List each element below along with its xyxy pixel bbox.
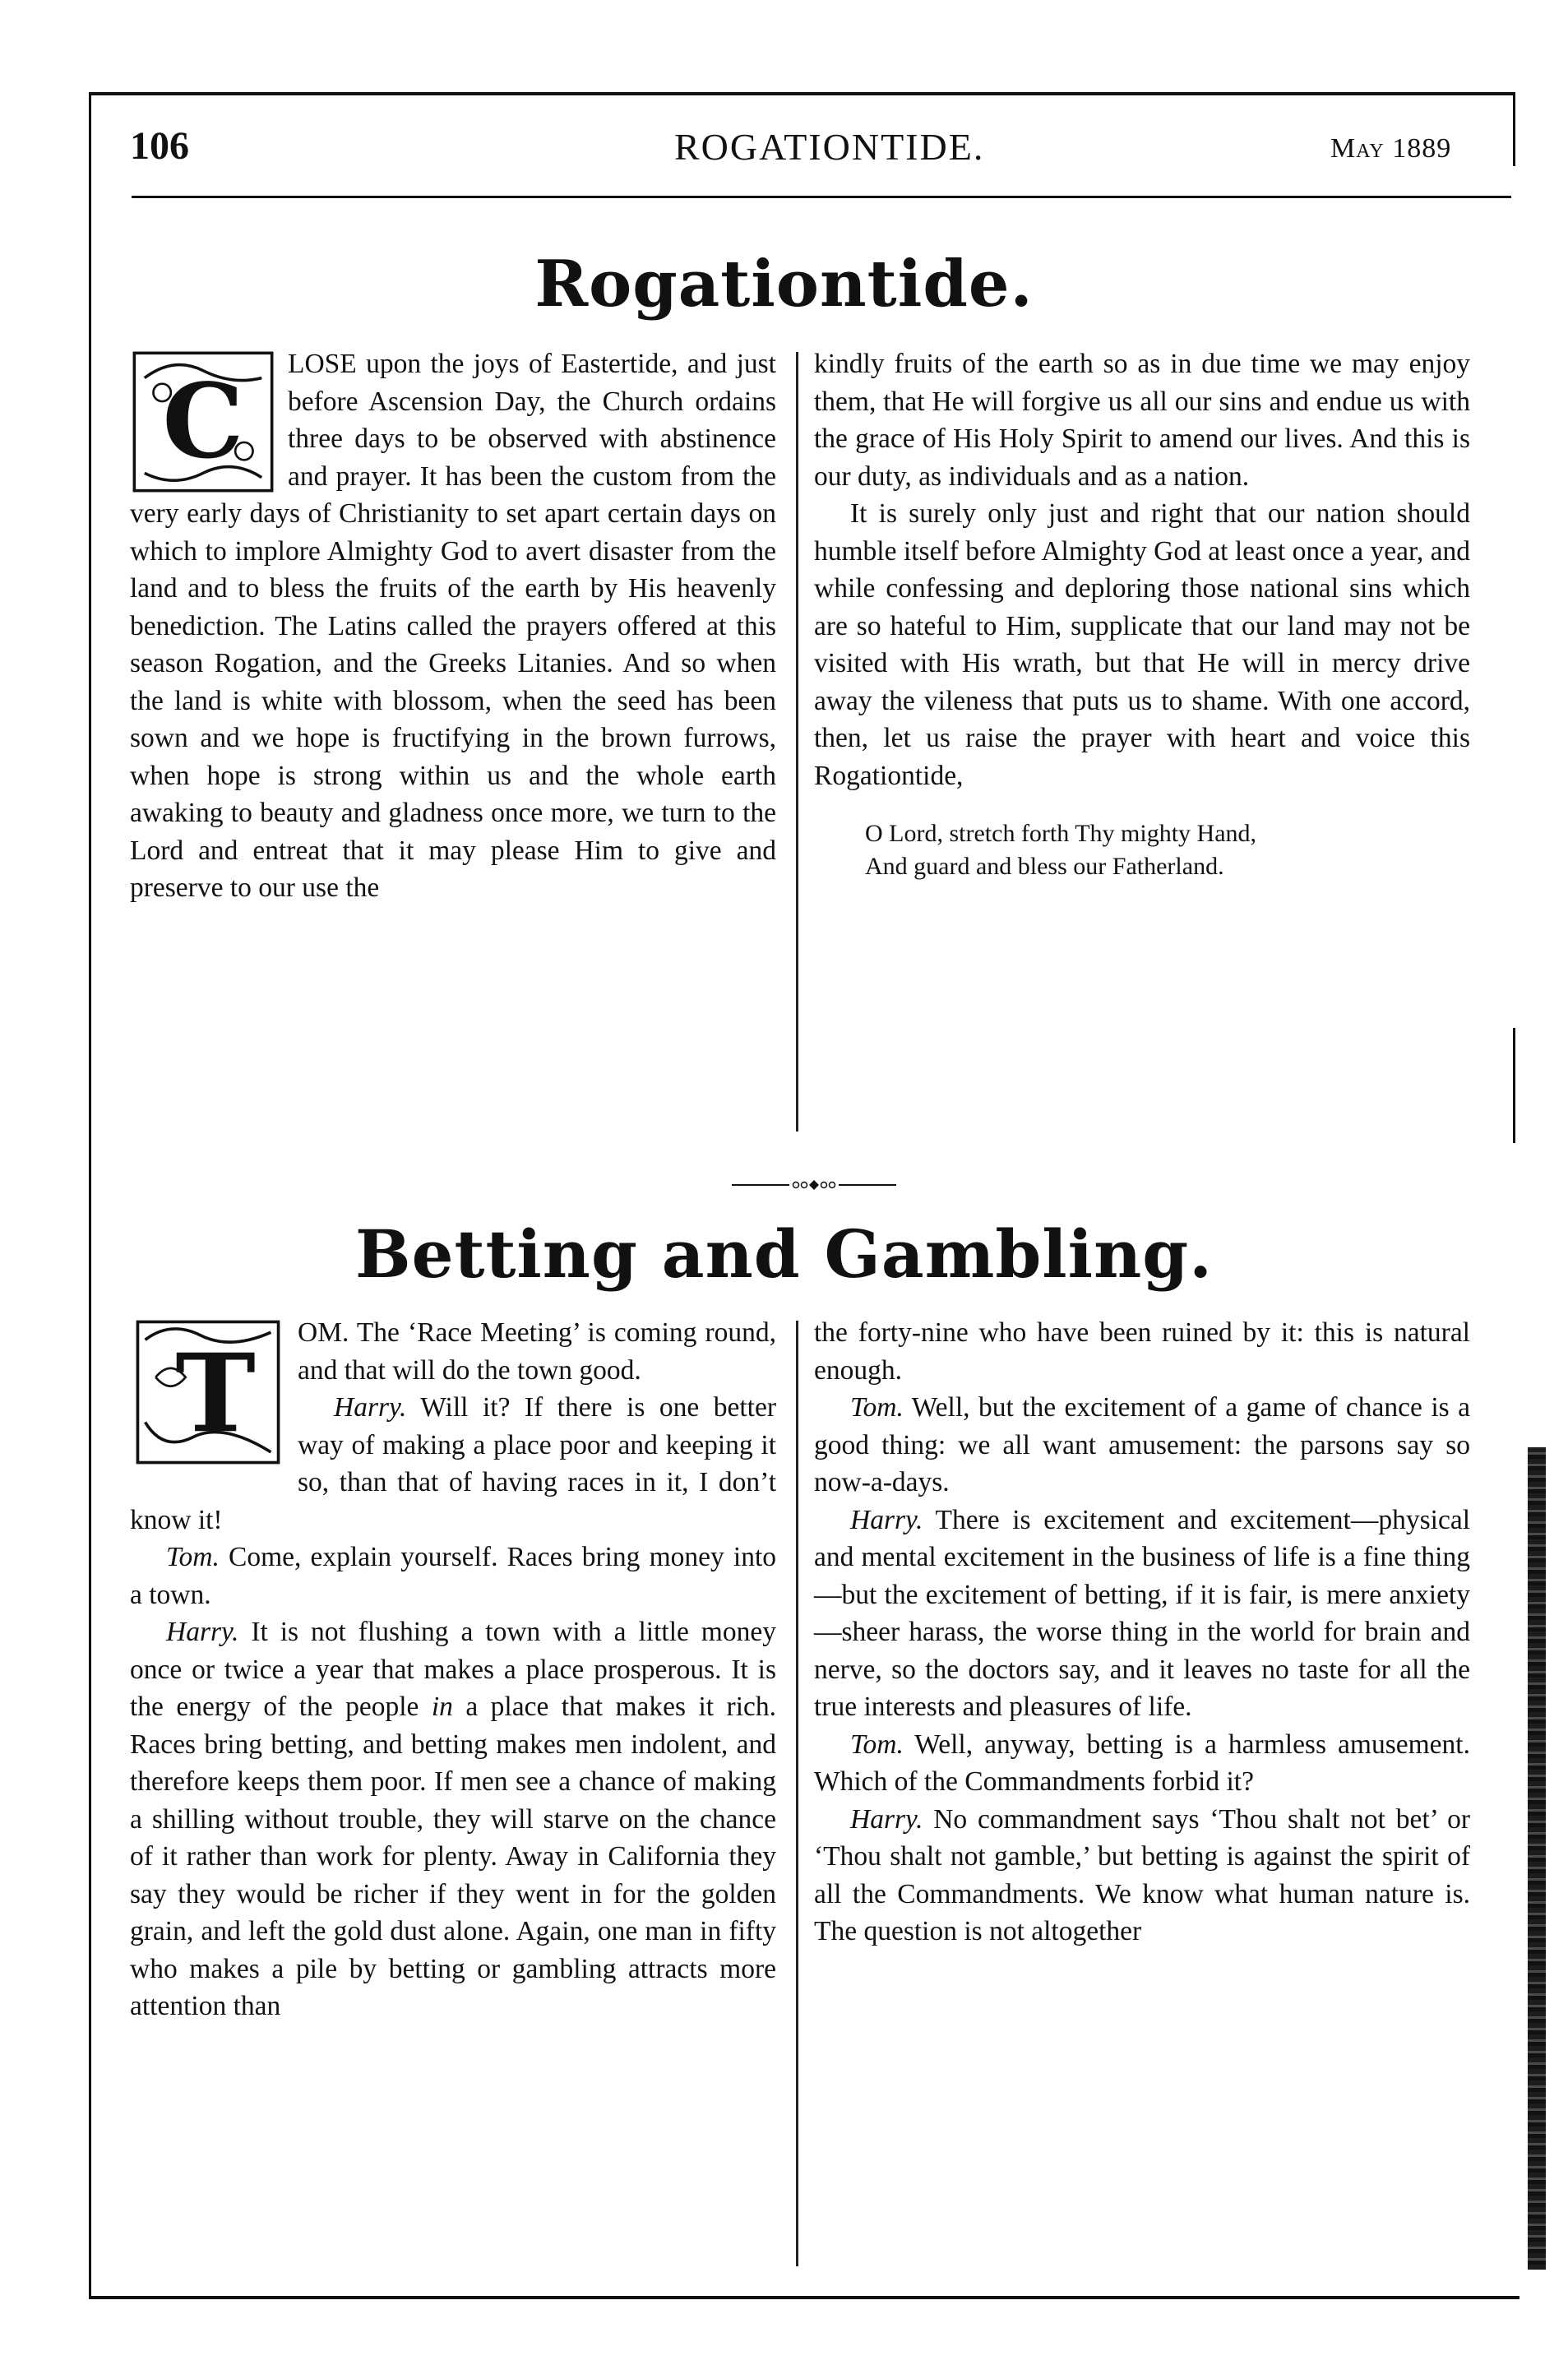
dialogue-paragraph [814, 1726, 1470, 1801]
article2-right-column [814, 1314, 1470, 1951]
article1-paragraph: kindly fruits of the earth so as in due time we may enjoy them, that He will forgive us all our sins and endue us with the grace of His Holy Spirit to amend our lives. And this is our duty, as individuals and as a nation. [814, 349, 1470, 492]
column-divider [796, 352, 798, 1132]
speaker-name: Harry. [850, 1803, 923, 1835]
page-number: 106 [130, 124, 189, 168]
article1-left-column [130, 345, 776, 907]
article2-left-column [130, 1314, 776, 2025]
dialogue-text: Well, but the excitement of a game of chance is a good thing: we all want amusement: the parsons say so now-a-days. [814, 1392, 1470, 1497]
page-edge-shadow [1528, 1447, 1546, 2270]
dialogue-paragraph: OM. The ‘Race Meeting’ is coming round, and that will do the town good. [298, 1317, 776, 1386]
svg-text:C: C [162, 361, 244, 482]
speaker-name: Tom. [166, 1542, 220, 1572]
dialogue-paragraph [814, 1502, 1470, 1726]
issue-date: May 1889 [1330, 133, 1452, 164]
frame-top-rule [89, 92, 1515, 95]
running-title: ROGATIONTIDE. [674, 126, 985, 168]
dialogue-text: a place that makes it rich. Races bring betting, and betting makes men indolent, and therefore keeps them poor. If men see a chance of making a shilling without trouble, they will starve on the chance of it rather than work for plenty. Away in California they say they would be richer if they went in for the golden grain, and left the gold dust alone. Again, one man in fifty who makes a pile by betting or gambling attracts more attention than [130, 1692, 777, 2021]
ornamental-initial-icon [130, 349, 276, 495]
dropcap-t-ornament [130, 1317, 286, 1467]
prayer-verse [865, 817, 1470, 883]
dialogue-text: Will it? If there is one better way of making a place poor and keeping it so, than that of having races in it, I don’t know it! [130, 1392, 776, 1535]
frame-right-rule [1513, 1028, 1515, 1143]
frame-left-rule [89, 92, 91, 2296]
dialogue-paragraph [130, 1613, 776, 2025]
article-title-betting-gambling: Betting and Gambling. [354, 1215, 1214, 1293]
article1-paragraph: It is surely only just and right that our nation should humble itself before Almighty God at least once a year, and while confessing and deploring those national sins which are so hateful to Him, supplicate that our land may not be visited with His wrath, but that He will in mercy drive away the vileness that puts us to shame. With one accord, then, let us raise the prayer with heart and voice this Rogationtide, [814, 498, 1470, 791]
dialogue-paragraph: the forty-nine who have been ruined by it: this is natural enough. [814, 1317, 1470, 1386]
dialogue-text: Come, explain yourself. Races bring money into a town. [130, 1542, 776, 1610]
dialogue-paragraph [814, 1389, 1470, 1502]
speaker-name: Harry. [334, 1392, 407, 1423]
dialogue-text: No commandment says ‘Thou shalt not bet’ or ‘Thou shalt not gamble,’ but betting is against the spirit of all the Commandments. We know what human nature is. The question is not altogether [814, 1803, 1470, 1946]
article1-right-column [814, 345, 1470, 883]
dialogue-text: There is excitement and excitement—physical and mental excitement in the business of life is a fine thing—but the excitement of betting, if it is fair, is mere anxiety—sheer harass, the worse thing in the world for brain and nerve, so the doctors say, and it leaves no taste for all the true interests and pleasures of life. [814, 1504, 1470, 1722]
dropcap-c-ornament [130, 349, 276, 495]
verse-line: And guard and bless our Fatherland. [865, 853, 1224, 880]
ornamental-initial-icon [130, 1317, 286, 1467]
speaker-name: Harry. [850, 1504, 923, 1535]
speaker-name: Tom. [850, 1392, 904, 1423]
frame-bottom-rule [89, 2296, 1519, 2299]
frame-right-rule [1513, 92, 1515, 166]
dialogue-paragraph [814, 1801, 1470, 1951]
verse-line: O Lord, stretch forth Thy mighty Hand, [865, 820, 1257, 847]
article-title-rogationtide: Rogationtide. [534, 247, 1034, 322]
dialogue-text: It is not flushing a town with a little money once or twice a year that makes a place prosperous. It is the energy of the people [130, 1617, 776, 1722]
article1-paragraph: LOSE upon the joys of Eastertide, and just before Ascension Day, the Church ordains three days to be observed with abstinence and prayer. It has been the custom from the very early days of Christianity to set apart certain days on which to implore Almighty God to avert disaster from the land and to bless the fruits of the earth by His heavenly benediction. The Latins called the prayers offered at this season Rogation, and the Greeks Litanies. And so when the land is white with blossom, when the seed has been sown and we hope is fructifying in the brown furrows, when hope is strong within us and the whole earth awaking to beauty and gladness once more, we turn to the Lord and entreat that it may please Him to give and preserve to our use the [130, 349, 776, 903]
speaker-name: Tom. [850, 1729, 904, 1760]
dialogue-text: Well, anyway, betting is a harmless amusement. Which of the Commandments forbid it? [814, 1729, 1470, 1797]
header-rule [132, 196, 1511, 198]
dialogue-paragraph [130, 1539, 776, 1613]
svg-text:T: T [175, 1330, 256, 1457]
section-ornament-divider [732, 1178, 896, 1192]
speaker-name: Harry. [166, 1617, 239, 1647]
column-divider [796, 1321, 798, 2266]
emphasis-text: in [431, 1692, 453, 1722]
